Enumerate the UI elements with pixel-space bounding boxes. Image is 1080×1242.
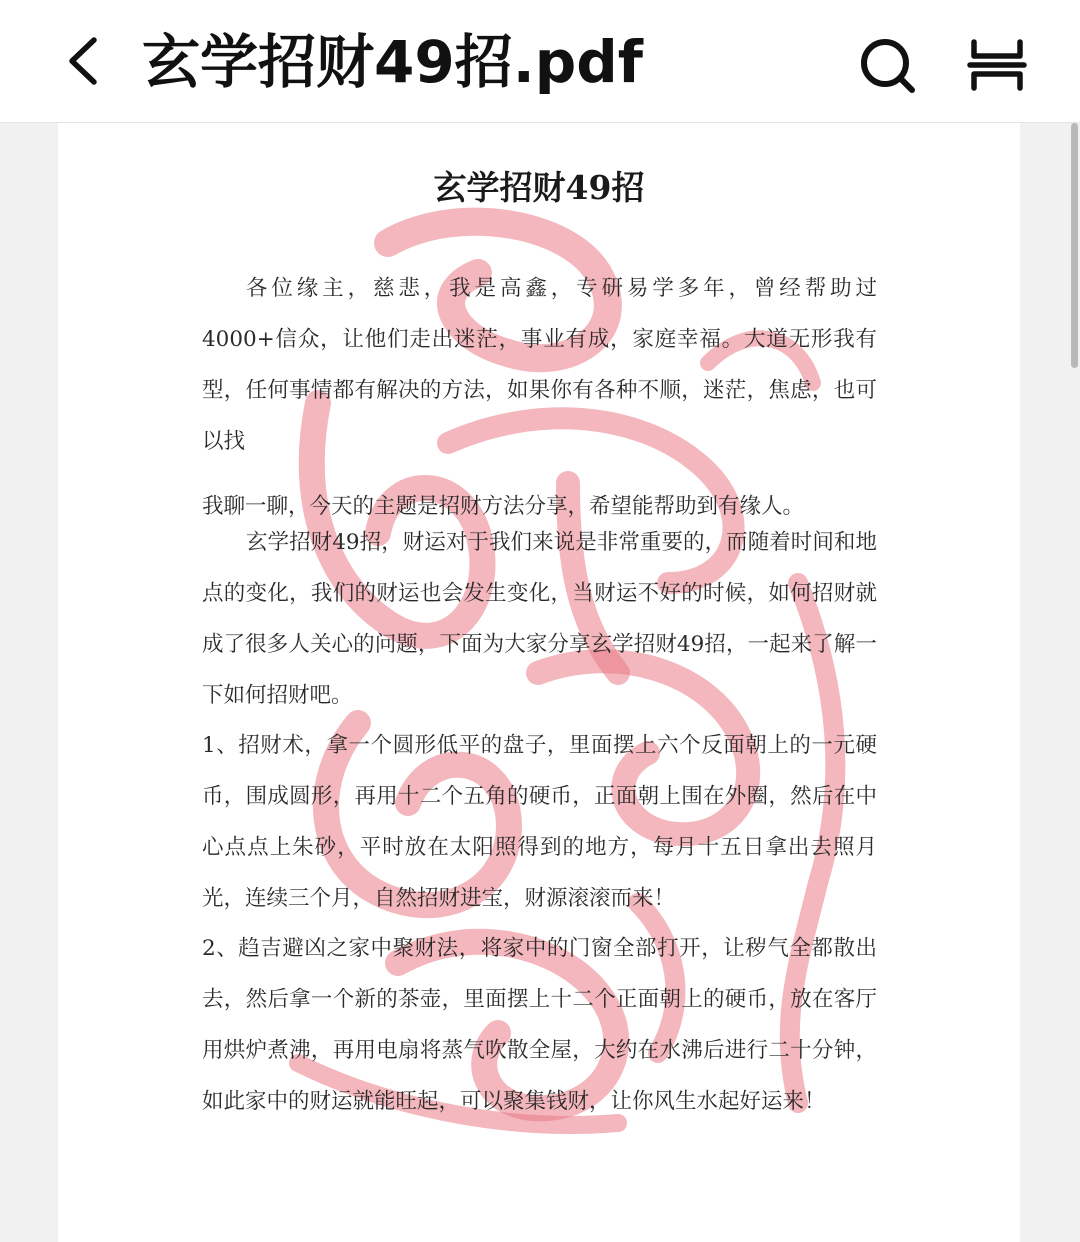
menu-button[interactable]	[962, 30, 1032, 100]
method-item-1: 1、招财术，拿一个圆形低平的盘子，里面摆上六个反面朝上的一元硬币，围成圆形，再用十二个五角的硬币，正面朝上围在外圈，然后在中心点点上朱砂，平时放在太阳照得到的地方，每月十五日拿出去照月光，连续三个月，自然招财进宝，财源滚滚而来！	[202, 733, 877, 911]
intro-paragraph	[202, 263, 877, 532]
scrollbar[interactable]	[1071, 123, 1078, 368]
search-icon	[852, 30, 922, 100]
file-title: 玄学招财49招.pdf	[142, 28, 644, 96]
intro-text-continued: 我聊一聊，今天的主题是招财方法分享，希望能帮助到有缘人。	[202, 494, 805, 519]
back-button[interactable]	[50, 28, 116, 94]
method-item-2: 2、趋吉避凶之家中聚财法，将家中的门窗全部打开，让秽气全都散出去，然后拿一个新的茶壶，里面摆上十二个正面朝上的硬币，放在客厅用烘炉煮沸，再用电扇将蒸气吹散全屋，大约在水沸后进行二十分钟，如此家中的财运就能旺起，可以聚集钱财，让你风生水起好运来！	[202, 936, 877, 1114]
document-title: 玄学招财49招	[433, 168, 645, 207]
pdf-page	[58, 123, 1020, 1242]
chevron-left-icon	[50, 28, 116, 94]
pdf-viewer[interactable]	[0, 123, 1080, 1242]
intro-text: 各位缘主，慈悲，我是高鑫，专研易学多年，曾经帮助过4000+信众，让他们走出迷茫，事业有成，家庭幸福。大道无形我有型，任何事情都有解决的方法，如果你有各种不顺，迷茫，焦虑，也可以找	[202, 276, 877, 454]
line-gap	[202, 467, 877, 481]
app-toolbar	[0, 0, 1080, 123]
search-button[interactable]	[852, 30, 922, 100]
overview-paragraph: 玄学招财49招，财运对于我们来说是非常重要的，而随着时间和地点的变化，我们的财运也会发生变化，当财运不好的时候，如何招财就成了很多人关心的问题，下面为大家分享玄学招财49招，一起来了解一下如何招财吧。	[202, 530, 877, 708]
split-view-icon	[962, 30, 1032, 100]
